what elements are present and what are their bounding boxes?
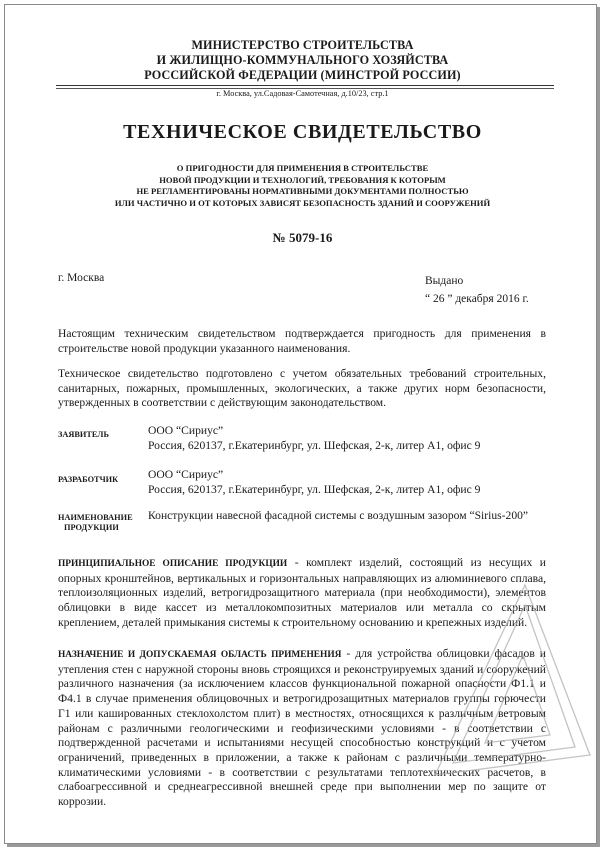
issued-date: “ 26 ” декабря 2016 г. xyxy=(425,293,529,305)
developer-value xyxy=(148,468,480,497)
applicant-label: ЗАЯВИТЕЛЬ xyxy=(58,430,109,439)
ministry-header xyxy=(0,38,605,83)
applicant-name: ООО “Сириус” xyxy=(148,424,224,437)
issue-city: г. Москва xyxy=(58,272,105,284)
product-value: Конструкции навесной фасадной системы с воздушным зазором “Sirius-200” xyxy=(148,509,529,522)
certificate-number: № 5079-16 xyxy=(272,230,333,245)
scope-heading: НАЗНАЧЕНИЕ И ДОПУСКАЕМАЯ ОБЛАСТЬ ПРИМЕНЕНИЯ xyxy=(58,650,342,660)
intro-paragraph-2: Техническое свидетельство подготовлено с учетом обязательных требований строительных, санитарных, пожарных, промышленных, экологических, а также других норм безопасности, утвержденных в соответствии с действующим законодательством. xyxy=(58,367,546,410)
developer-address: Россия, 620137, г.Екатеринбург, ул. Шефская, 2-к, литер А1, офис 9 xyxy=(148,482,481,496)
product-label-line-1: НАИМЕНОВАНИЕ xyxy=(58,513,133,522)
issued-label: Выдано xyxy=(425,275,464,287)
applicant-value xyxy=(148,424,480,453)
subtitle-line: НЕ РЕГЛАМЕНТИРОВАНЫ НОРМАТИВНЫМИ ДОКУМЕНТАМИ ПОЛНОСТЬЮ xyxy=(136,186,469,197)
ministry-address: г. Москва, ул.Садовая-Самотечная, д.10/23, стр.1 xyxy=(216,89,389,98)
ministry-line-2: И ЖИЛИЩНО-КОММУНАЛЬНОГО ХОЗЯЙСТВА xyxy=(156,53,449,67)
description-paragraph xyxy=(58,556,546,631)
document-subtitle xyxy=(0,163,605,209)
issue-block xyxy=(425,272,529,308)
ministry-line-3: РОССИЙСКОЙ ФЕДЕРАЦИИ (МИНСТРОЙ РОССИИ) xyxy=(144,68,461,82)
developer-name: ООО “Сириус” xyxy=(148,468,224,481)
scope-paragraph xyxy=(58,647,546,810)
subtitle-line: НОВОЙ ПРОДУКЦИИ И ТЕХНОЛОГИЙ, ТРЕБОВАНИЯ К КОТОРЫМ xyxy=(159,174,446,185)
applicant-address: Россия, 620137, г.Екатеринбург, ул. Шефская, 2-к, литер А1, офис 9 xyxy=(148,438,481,452)
product-label xyxy=(58,513,133,533)
developer-label: РАЗРАБОТЧИК xyxy=(58,475,119,484)
subtitle-line: О ПРИГОДНОСТИ ДЛЯ ПРИМЕНЕНИЯ В СТРОИТЕЛЬСТВЕ xyxy=(176,163,429,173)
description-heading: ПРИНЦИПИАЛЬНОЕ ОПИСАНИЕ ПРОДУКЦИИ xyxy=(58,559,288,569)
scope-text: - для устройства облицовки фасадов и утепления стен с наружной стороны вновь строящихся и реконструируемых зданий и сооружений различного назначения (за исключением классов функциональной пожарной опасности Ф1.1 и Ф4.1 в случае применения облицовочных и ветрогидрозащитных материалов группы горючести Г1 или кашированных стеклохолстом плит) в местностях, относящихся к различным ветровым районам с различными геологическими и геофизическими условиями - в соответствии с подтвержденной расчетами и испытаниями несущей способностью конструкций и с учетом ограничений, приведенных в приложении, а также к районам с различными температурно-климатическими условиями - в соответствии с результатами теплотехнических расчетов, в слабоагрессивной и среднеагрессивной внешней среде при выполнении мер по защите от коррозии. xyxy=(58,647,546,809)
document-title: ТЕХНИЧЕСКОЕ СВИДЕТЕЛЬСТВО xyxy=(123,121,482,143)
subtitle-line: ИЛИ ЧАСТИЧНО И ОТ КОТОРЫХ ЗАВИСЯТ БЕЗОПАСНОСТЬ ЗДАНИЙ И СООРУЖЕНИЙ xyxy=(114,197,491,208)
ministry-line-1: МИНИСТЕРСТВО СТРОИТЕЛЬСТВА xyxy=(191,38,414,52)
description-text: - комплект изделий, состоящий из несущих и опорных кронштейнов, вертикальных и горизонтальных направляющих из алюминиевого сплава, теплоизоляционных изделий, ветрогидрозащитного материала (при необходимости), элементов облицовки в виде кассет из металлокомпозитных материалов или металла со скрытым креплением, деталей примыкания системы к строительному основанию и крепежных изделий. xyxy=(58,556,546,629)
intro-paragraph-1: Настоящим техническим свидетельством подтверждается пригодность для применения в строительстве новой продукции указанного наименования. xyxy=(58,327,546,355)
header-divider-thick xyxy=(56,85,554,86)
product-label-line-2: ПРОДУКЦИИ xyxy=(64,523,119,532)
